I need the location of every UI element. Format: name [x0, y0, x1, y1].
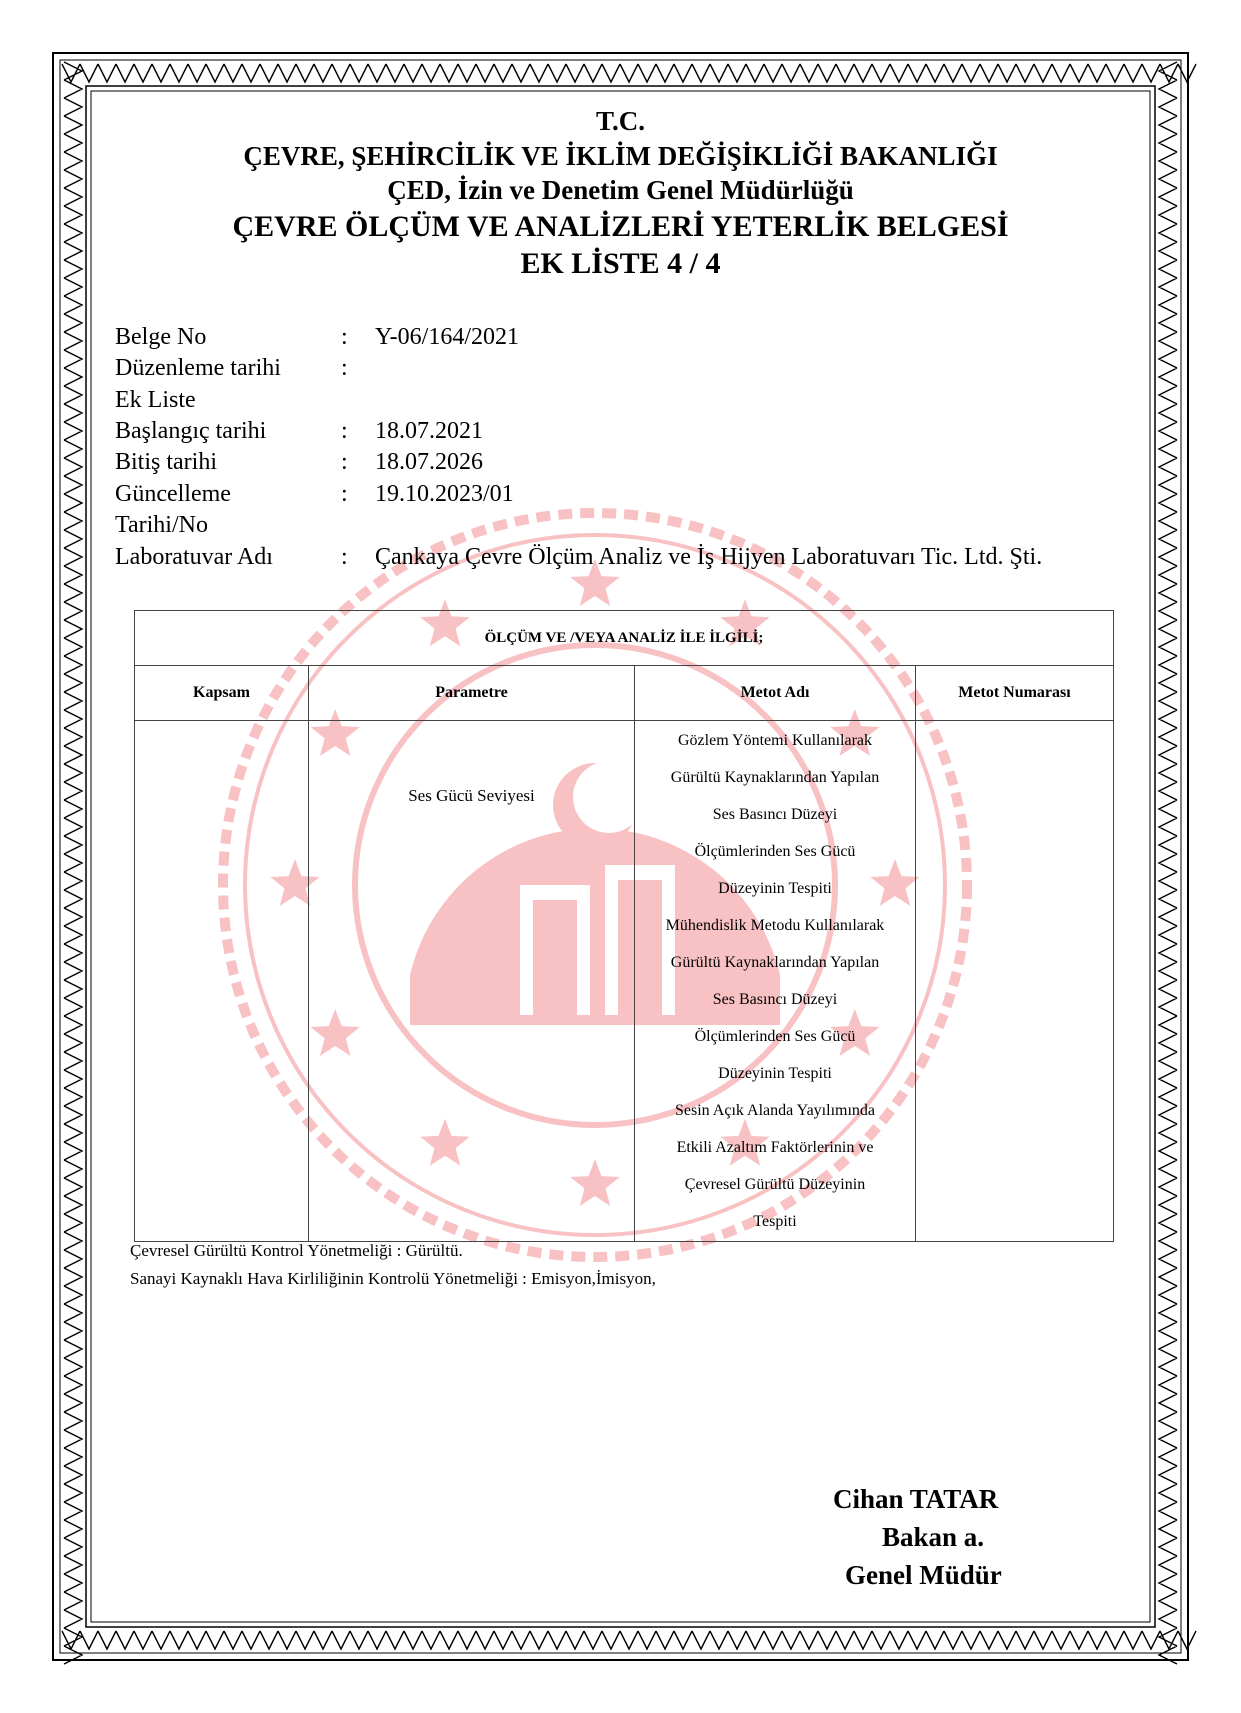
method-line: Ses Basıncı Düzeyi	[712, 991, 838, 1008]
header-list-number: EK LİSTE 4 / 4	[520, 247, 721, 280]
header-certificate-title: ÇEVRE ÖLÇÜM VE ANALİZLERİ YETERLİK BELGESİ	[232, 210, 1009, 243]
signature-name: Cihan TATAR	[833, 1484, 999, 1514]
method-line: Ölçümlerinden Ses Gücü	[694, 1028, 856, 1045]
bitis-label: Bitiş tarihi	[115, 449, 217, 475]
table-header-divider	[135, 720, 1113, 721]
lab-value: Çankaya Çevre Ölçüm Analiz ve İş Hijyen Laboratuvarı Tic. Ltd. Şti.	[375, 544, 1043, 570]
tarih-no-label: Tarihi/No	[115, 512, 208, 538]
baslangic-value: 18.07.2021	[375, 418, 483, 444]
bitis-value: 18.07.2026	[375, 449, 483, 475]
method-line: Etkili Azaltım Faktörlerinin ve	[676, 1139, 874, 1156]
method-line: Gürültü Kaynaklarından Yapılan	[670, 954, 880, 971]
method-line: Tespiti	[753, 1213, 797, 1230]
header-tc: T.C.	[595, 106, 645, 136]
belge-no-value: Y-06/164/2021	[375, 324, 519, 350]
method-line: Sesin Açık Alanda Yayılımında	[675, 1102, 875, 1119]
table-col-divider-1	[308, 665, 309, 1241]
method-line: Ses Basıncı Düzeyi	[712, 806, 838, 823]
baslangic-label: Başlangıç tarihi	[115, 418, 267, 444]
method-line: Düzeyinin Tespiti	[718, 1065, 832, 1082]
method-line: Gözlem Yöntemi Kullanılarak	[677, 732, 872, 749]
table-col-divider-3	[915, 665, 916, 1241]
table-title: ÖLÇÜM VE /VEYA ANALİZ İLE İLGİLİ;	[484, 630, 764, 646]
signature-title-bakan: Bakan a.	[882, 1522, 985, 1552]
guncelleme-colon: :	[341, 481, 348, 507]
ek-liste-label: Ek Liste	[115, 387, 196, 413]
cell-parametre: Ses Gücü Seviyesi	[408, 786, 535, 805]
header-parametre: Parametre	[435, 684, 508, 701]
method-line: Gürültü Kaynaklarından Yapılan	[670, 769, 880, 786]
note-hava-kirliligi: Sanayi Kaynaklı Hava Kirliliğinin Kontrolü Yönetmeliği : Emisyon,İmisyon,	[130, 1269, 656, 1288]
header-metot-numarasi: Metot Numarası	[958, 684, 1071, 701]
bitis-colon: :	[341, 449, 348, 475]
method-line: Düzeyinin Tespiti	[718, 880, 832, 897]
belge-no-colon: :	[341, 324, 348, 350]
note-gurultu: Çevresel Gürültü Kontrol Yönetmeliği : Gürültü.	[130, 1241, 463, 1260]
guncelleme-label: Güncelleme	[115, 481, 231, 507]
belge-no-label: Belge No	[115, 324, 207, 350]
header-metot-adi: Metot Adı	[740, 684, 810, 701]
cell-metot-adi	[635, 722, 915, 1240]
duzenleme-label: Düzenleme tarihi	[115, 355, 281, 381]
method-line: Mühendislik Metodu Kullanılarak	[665, 917, 885, 934]
signature-title-genel-mudur: Genel Müdür	[845, 1560, 1002, 1590]
method-line: Ölçümlerinden Ses Gücü	[694, 843, 856, 860]
guncelleme-value: 19.10.2023/01	[375, 481, 514, 507]
header-kapsam: Kapsam	[193, 684, 250, 701]
method-line: Çevresel Gürültü Düzeyinin	[684, 1176, 866, 1193]
lab-label: Laboratuvar Adı	[115, 544, 273, 570]
baslangic-colon: :	[341, 418, 348, 444]
lab-colon: :	[341, 544, 348, 570]
duzenleme-colon: :	[341, 355, 348, 381]
header-ministry: ÇEVRE, ŞEHİRCİLİK VE İKLİM DEĞİŞİKLİĞİ BAKANLIĞI	[243, 141, 998, 171]
header-directorate: ÇED, İzin ve Denetim Genel Müdürlüğü	[387, 175, 854, 205]
scope-table	[134, 610, 1114, 1242]
